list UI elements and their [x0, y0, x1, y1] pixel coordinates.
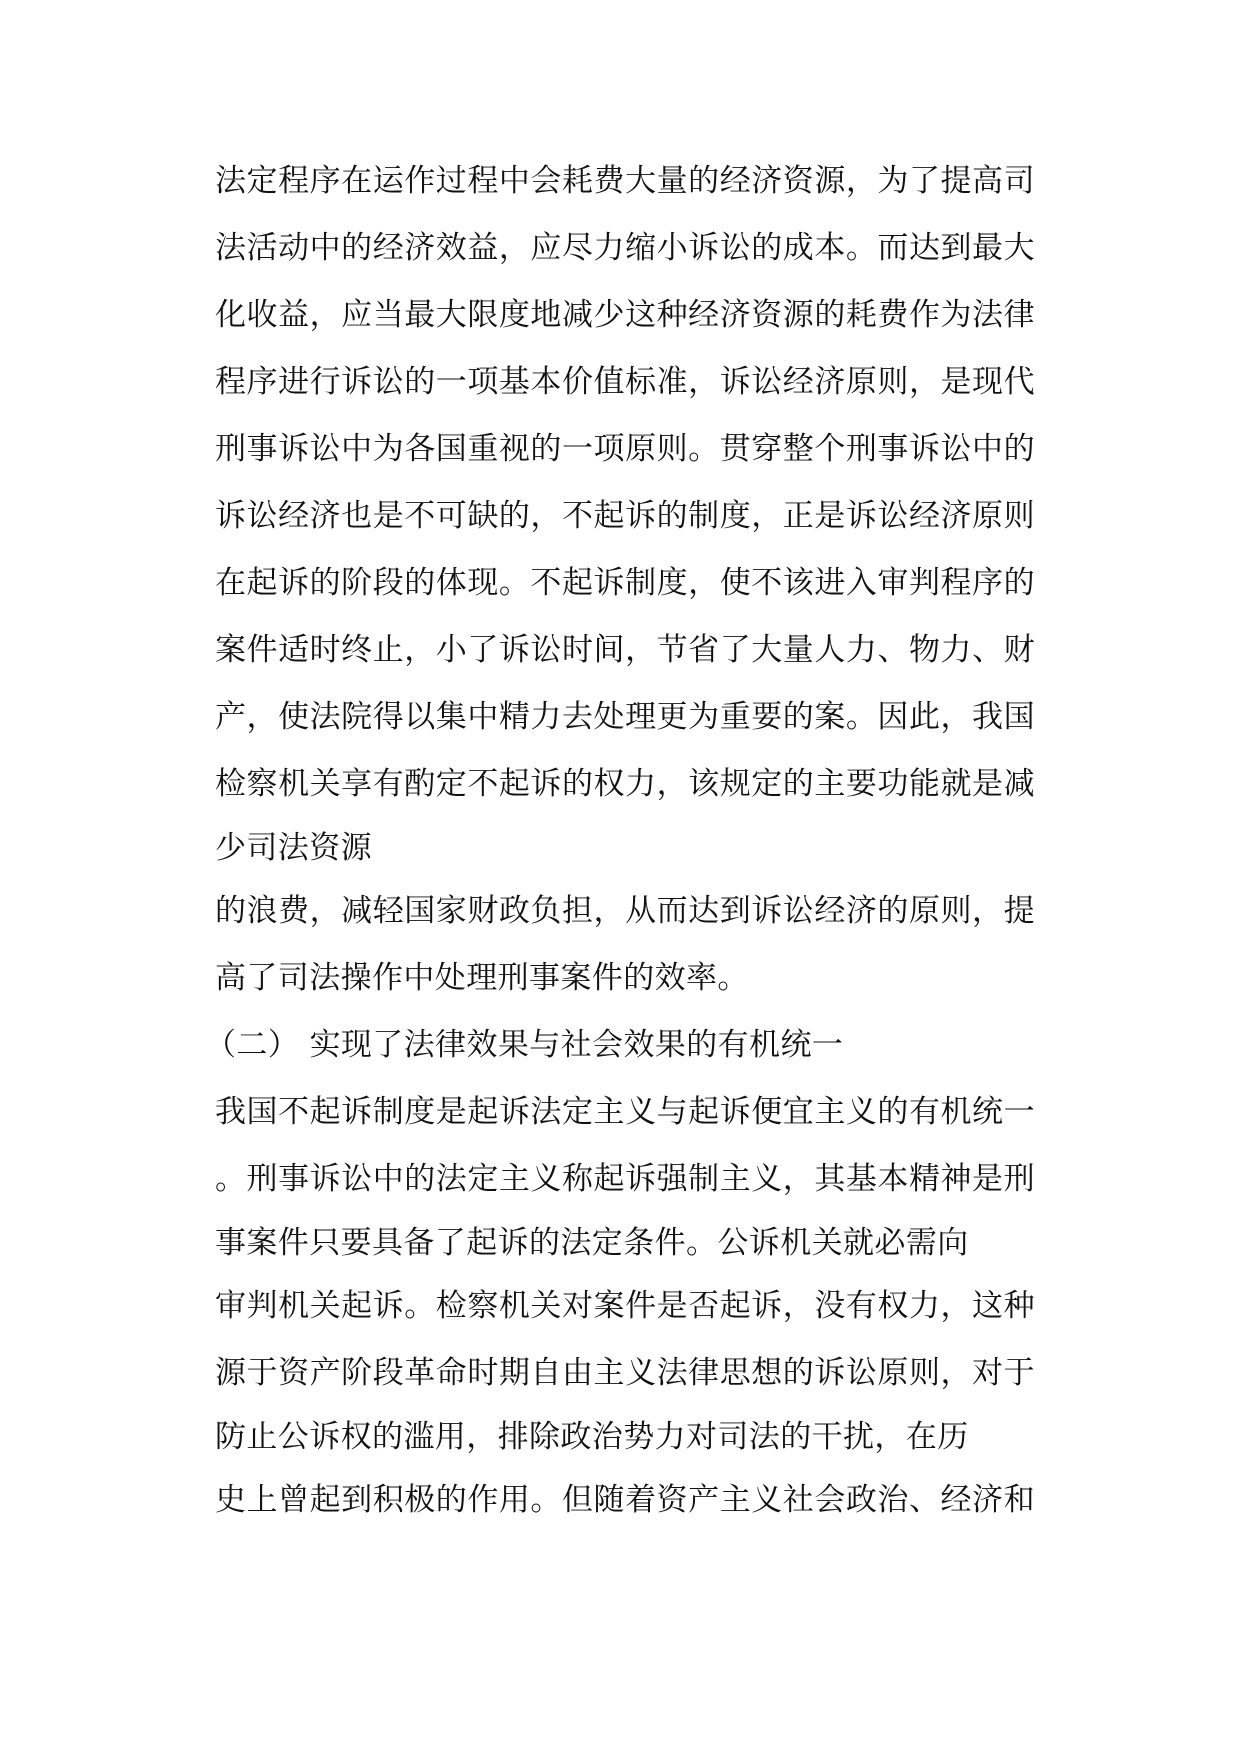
text-line: 史上曾起到积极的作用。但随着资产主义社会政治、经济和: [215, 1482, 1035, 1518]
text-line: 法活动中的经济效益，应尽力缩小诉讼的成本。而达到最大: [215, 230, 1035, 266]
section-heading: （二） 实现了法律效果与社会效果的有机统一: [205, 1027, 844, 1063]
document-body: [205, 148, 1035, 1534]
text-line: 化收益，应当最大限度地减少这种经济资源的耗费作为法律: [215, 297, 1035, 333]
text-line: 事案件只要具备了起诉的法定条件。公诉机关就必需向: [215, 1225, 969, 1261]
text-line: 案件适时终止，小了诉讼时间，节省了大量人力、物力、财: [215, 632, 1035, 668]
text-line: 在起诉的阶段的体现。不起诉制度，使不该进入审判程序的: [215, 565, 1035, 601]
text-line: 的浪费，减轻国家财政负担，从而达到诉讼经济的原则，提: [215, 893, 1035, 929]
text-line: 诉讼经济也是不可缺的，不起诉的制度，正是诉讼经济原则: [215, 498, 1035, 534]
text-line: 高了司法操作中处理刑事案件的效率。: [215, 960, 749, 996]
text-line: 审判机关起诉。检察机关对案件是否起诉，没有权力，这种: [215, 1288, 1035, 1324]
text-line: 程序进行诉讼的一项基本价值标准，诉讼经济原则，是现代: [215, 364, 1035, 400]
text-line: 防止公诉权的滥用，排除政治势力对司法的干扰，在历: [215, 1419, 969, 1455]
text-line: 法定程序在运作过程中会耗费大量的经济资源，为了提高司: [215, 163, 1035, 199]
text-line: 少司法资源: [215, 830, 372, 866]
text-line: 。刑事诉讼中的法定主义称起诉强制主义，其基本精神是刑: [215, 1161, 1035, 1197]
text-line: 刑事诉讼中为各国重视的一项原则。贯穿整个刑事诉讼中的: [215, 431, 1035, 467]
text-line: 源于资产阶段革命时期自由主义法律思想的诉讼原则，对于: [215, 1355, 1035, 1391]
text-line: 我国不起诉制度是起诉法定主义与起诉便宜主义的有机统一: [215, 1094, 1035, 1130]
text-line: 产，使法院得以集中精力去处理更为重要的案。因此，我国: [215, 699, 1035, 735]
text-line: 检察机关享有酌定不起诉的权力，该规定的主要功能就是减: [215, 766, 1035, 802]
